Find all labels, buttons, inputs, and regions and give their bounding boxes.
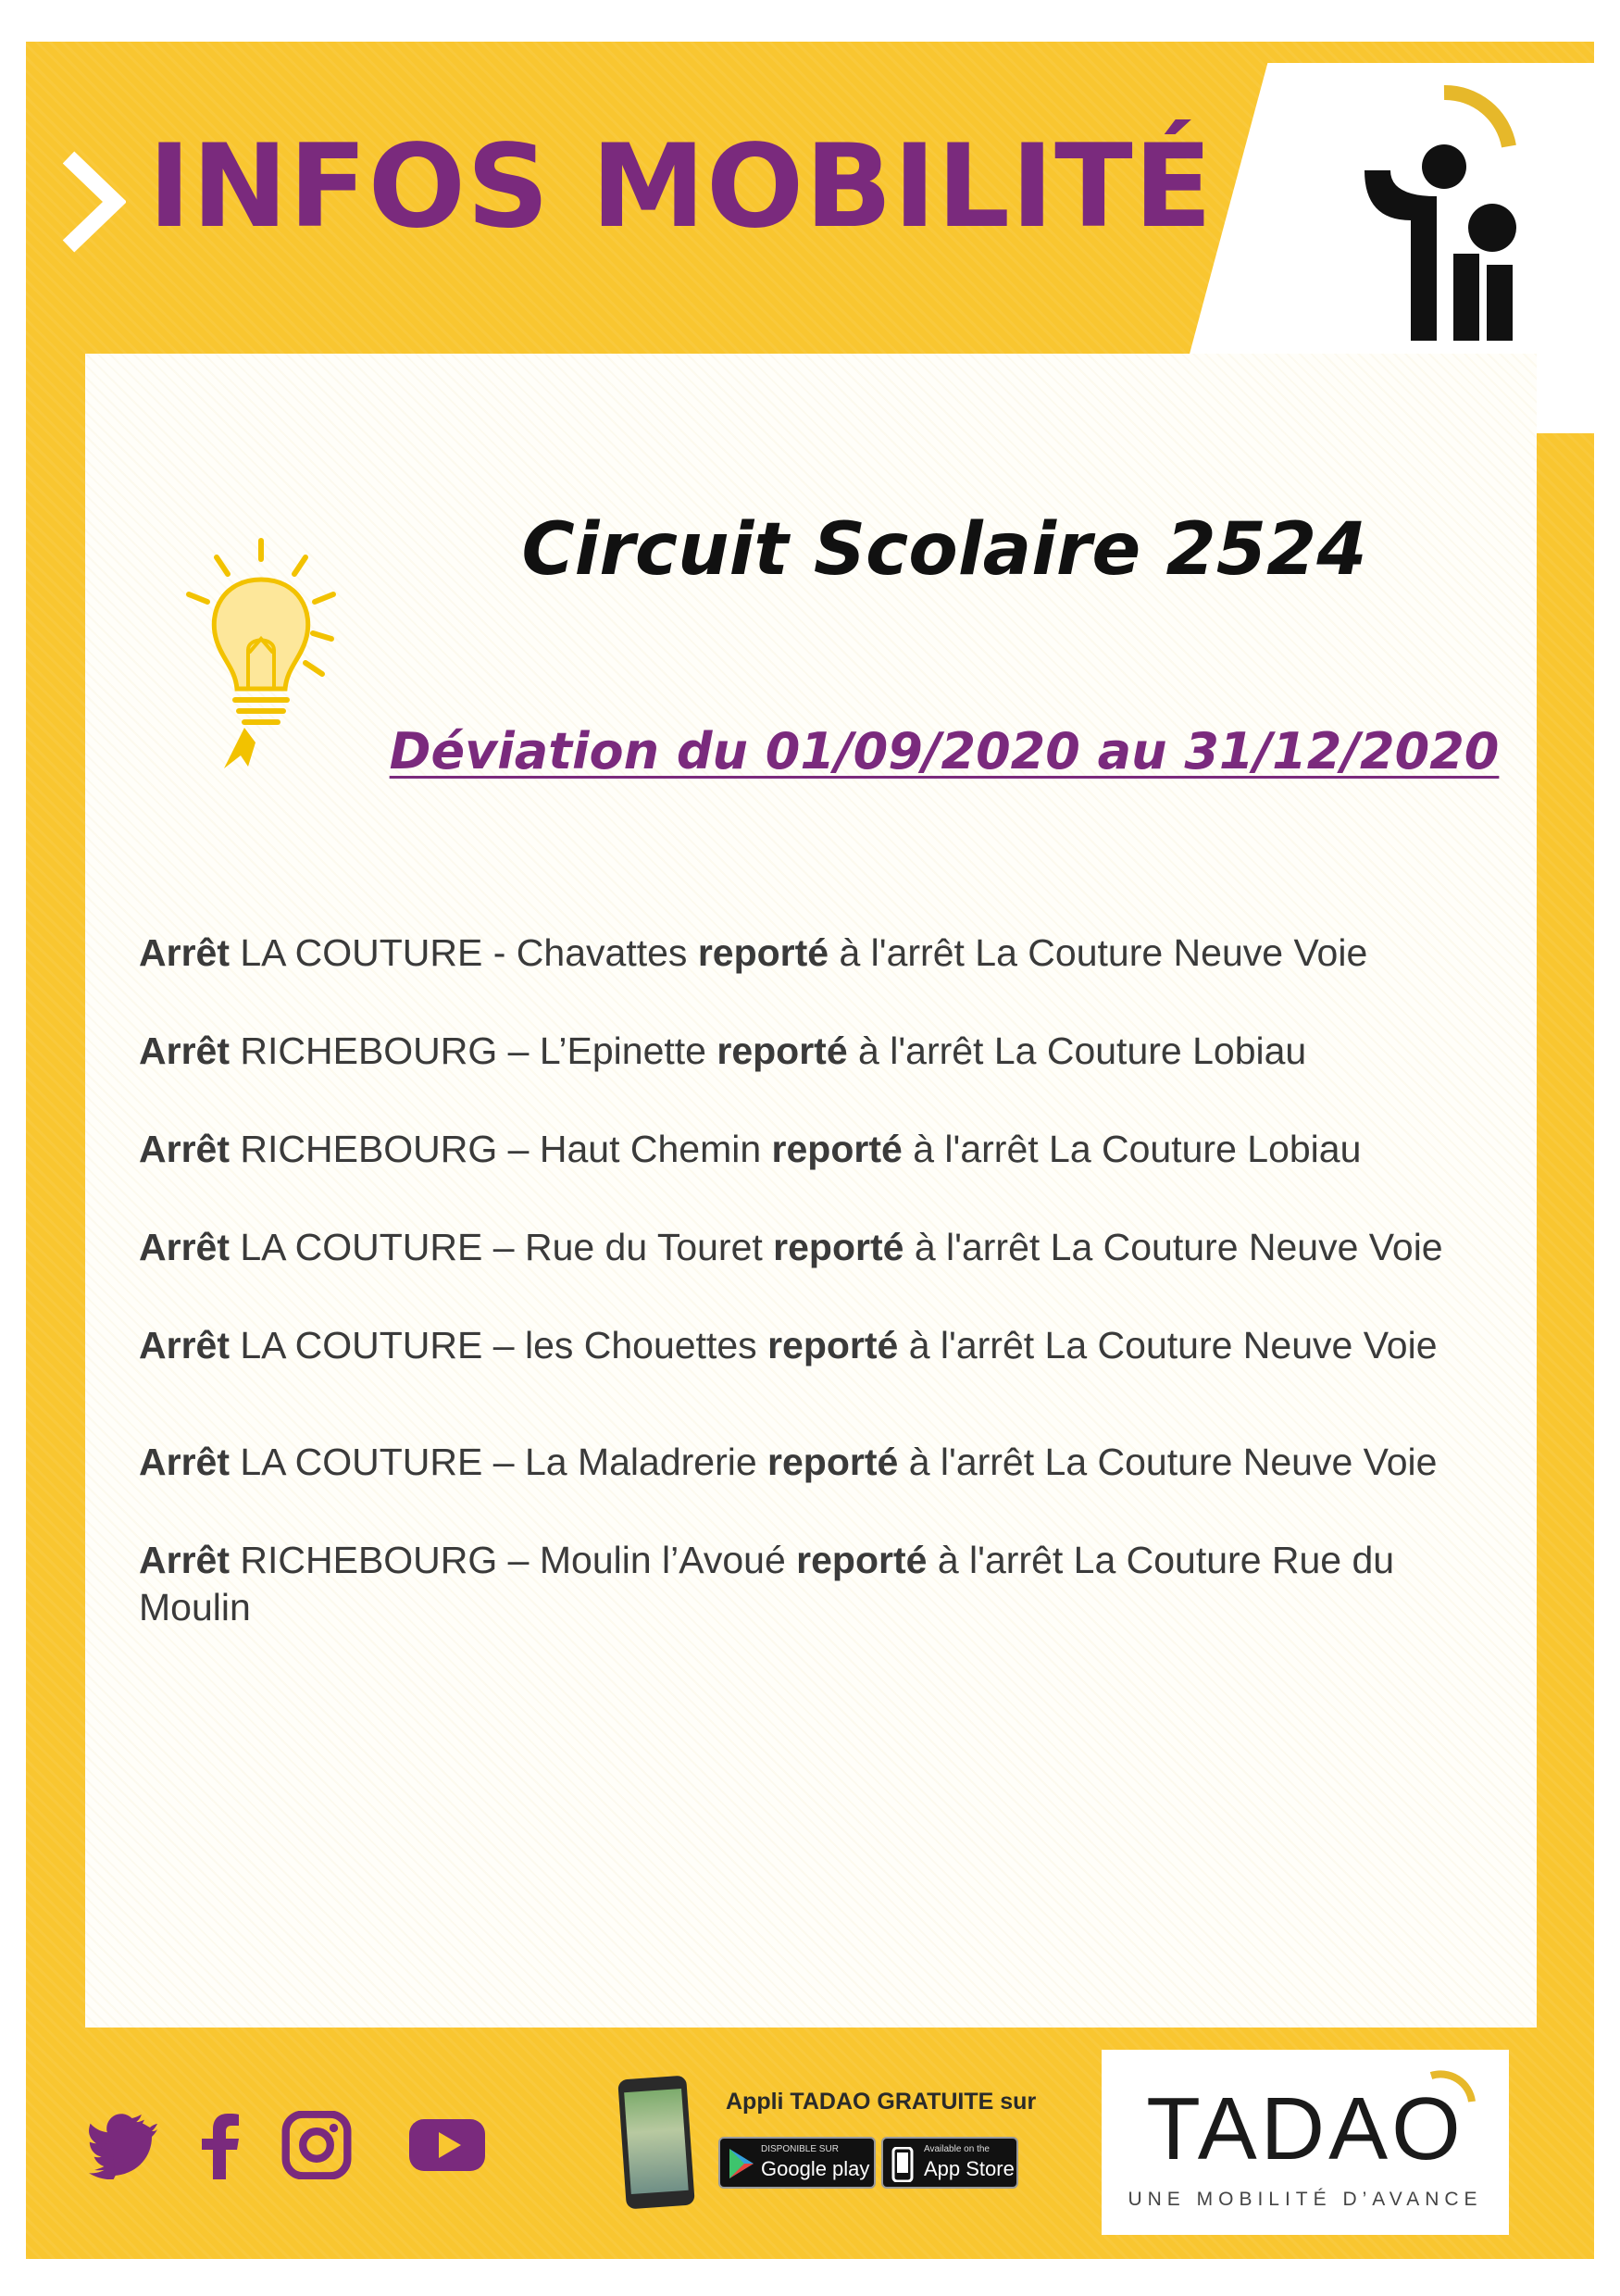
stop-list <box>139 930 1490 1682</box>
list-item: Arrêt LA COUTURE – La Maladrerie reporté à l'arrêt La Couture Neuve Voie <box>139 1441 1438 1483</box>
twitter-icon[interactable] <box>85 2111 159 2179</box>
page-title: INFOS MOBILITÉ <box>148 120 1214 254</box>
app-store-button[interactable]: Available on the App Store <box>881 2137 1018 2189</box>
brand-tagline: UNE MOBILITÉ D’AVANCE <box>1128 2189 1483 2210</box>
phone-icon <box>617 2076 695 2210</box>
tadao-logo <box>1102 2050 1509 2235</box>
list-item: Arrêt RICHEBOURG – Haut Chemin reporté à l'arrêt La Couture Lobiau <box>139 1128 1362 1170</box>
list-item: Arrêt LA COUTURE – les Chouettes reporté à l'arrêt La Couture Neuve Voie <box>139 1324 1438 1366</box>
circuit-title: Circuit Scolaire 2524 <box>521 508 1367 592</box>
brand-logo-icon <box>1352 81 1555 359</box>
instagram-icon[interactable] <box>280 2111 354 2179</box>
app-promo <box>622 2066 1037 2215</box>
list-item: Arrêt LA COUTURE - Chavattes reporté à l'arrêt La Couture Neuve Voie <box>139 931 1368 974</box>
brand-name: TADAO <box>1146 2079 1464 2178</box>
google-play-icon <box>728 2147 755 2180</box>
brand-arc-icon <box>1426 2070 1477 2107</box>
youtube-icon[interactable] <box>407 2111 487 2179</box>
chevron-right-icon <box>61 150 126 254</box>
deviation-period: Déviation du 01/09/2020 au 31/12/2020 <box>389 722 1500 780</box>
facebook-icon[interactable] <box>194 2111 244 2179</box>
lightbulb-icon <box>159 537 363 768</box>
app-caption: Appli TADAO GRATUITE sur <box>726 2089 1037 2115</box>
google-play-button[interactable]: DISPONIBLE SUR Google play <box>718 2137 876 2189</box>
iphone-icon <box>891 2147 915 2182</box>
list-item: Arrêt LA COUTURE – Rue du Touret reporté à l'arrêt La Couture Neuve Voie <box>139 1226 1443 1268</box>
list-item: Arrêt RICHEBOURG – Moulin l’Avoué reporté à l'arrêt La Couture Rue du Moulin <box>139 1539 1395 1628</box>
list-item: Arrêt RICHEBOURG – L’Epinette reporté à l'arrêt La Couture Lobiau <box>139 1029 1307 1072</box>
